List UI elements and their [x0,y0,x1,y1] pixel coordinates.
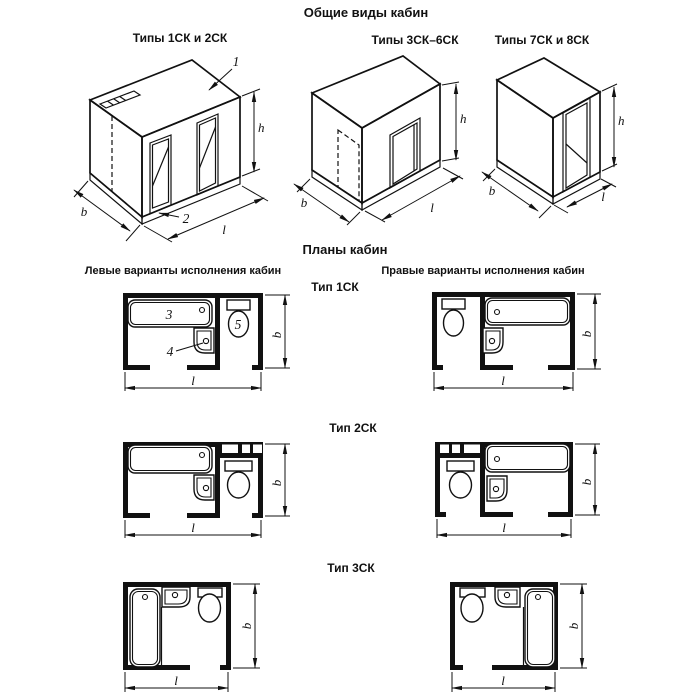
plan-2sk-left [115,435,295,540]
bathtub [525,589,555,667]
dim-label-l: l [430,200,434,215]
dim-label-b: b [488,183,496,198]
plan-1sk-left [115,288,295,393]
bathtub [128,300,212,327]
dim-label-b: b [566,622,581,630]
bathtub [485,298,570,325]
callout-bathtub: 3 [165,307,173,322]
washbasin [194,475,214,500]
dim-label-l: l [501,373,505,388]
toilet [227,300,250,337]
dimension-b [560,584,587,668]
vent-grille [217,442,263,458]
callout-2 [159,211,190,226]
door-opening-right [197,114,218,195]
dimension-l [365,168,463,222]
dimension-b [74,181,140,241]
dim-label-b: b [269,331,284,339]
dimension-b [265,295,290,368]
callout-base: 2 [182,211,190,226]
dimension-h [242,89,265,176]
toilet-bowl [461,594,483,622]
page-title: Общие виды кабин [303,5,429,20]
toilet-bowl [228,472,250,498]
dim-label-h: h [618,113,625,128]
dimension-b [265,444,290,516]
dimension-l [125,520,261,538]
plans-title: Планы кабин [302,242,388,257]
left-variants-label: Левые варианты исполнения кабин [84,265,282,277]
dim-label-l: l [174,673,178,688]
door-opening [563,98,590,192]
iso-view-2-drawing [285,48,475,233]
plan-1sk-right [425,288,605,393]
dimension-b [575,444,600,515]
dim-label-b: b [239,622,254,630]
dimension-h [602,84,625,171]
callout-roof-panel: 1 [232,54,240,69]
bathtub [128,445,212,473]
door-opening [390,118,420,188]
plan-row-1-title: Тип 1СК [311,280,359,294]
dim-label-l: l [191,520,195,535]
iso-view-3-drawing [475,48,645,223]
toilet-tank [447,461,474,471]
plan-3sk-right [445,578,600,700]
right-variants-label: Правые варианты исполнения кабин [381,265,585,277]
toilet-bowl [199,594,221,622]
dimension-l [125,372,261,391]
iso-view-1-drawing [60,48,275,248]
washbasin [194,328,214,353]
dim-label-b: b [300,195,308,210]
plan-row-2-title: Тип 2СК [329,421,377,435]
dimension-b [482,169,551,218]
dim-label-l: l [191,373,195,388]
partition-wall [215,298,220,365]
toilet-bowl [444,310,464,336]
dimension-b [577,294,601,369]
toilet [198,588,222,622]
dim-label-l: l [601,189,605,204]
toilet [225,461,252,498]
toilet-tank [225,461,252,471]
dim-label-l: l [501,673,505,688]
dim-label-b: b [579,478,594,486]
door-outline-dashed [338,130,359,201]
door-opening-left [150,135,171,214]
washbasin [487,476,507,501]
dim-label-h: h [460,111,467,126]
toilet [442,299,465,336]
plan-row-3-title: Тип 3СК [327,561,375,575]
dimension-l [434,372,573,391]
iso-view-1-title: Типы 1СК и 2СК [132,31,228,45]
dim-label-h: h [258,120,265,135]
dimension-h [442,82,467,161]
plan-2sk-right [425,435,605,540]
toilet-tank [442,299,465,309]
dim-label-b: b [80,204,88,219]
toilet-tank [227,300,250,310]
toilet [447,461,474,498]
dim-label-l: l [222,222,226,237]
dimension-l [437,519,571,538]
dimension-l [125,672,228,692]
iso-view-2-title: Типы 3СК–6СК [371,33,459,47]
dim-label-l: l [502,520,506,535]
bathtub [485,444,570,472]
cabin-box [312,56,440,210]
cabin-box [497,58,600,204]
iso-view-3-title: Типы 7СК и 8СК [494,33,590,47]
plan-3sk-left [115,578,275,700]
dimension-b [233,584,260,668]
dimension-l [452,672,555,692]
callout-washbasin: 4 [166,344,174,359]
washbasin [162,587,190,607]
callout-toilet: 5 [234,317,242,332]
bathtub [130,589,160,667]
toilet-bowl [450,472,472,498]
washbasin [495,587,520,607]
dim-label-b: b [269,479,284,487]
vent-grille [435,442,482,458]
washbasin [483,328,503,353]
toilet [460,588,485,622]
dim-label-b: b [579,330,594,338]
